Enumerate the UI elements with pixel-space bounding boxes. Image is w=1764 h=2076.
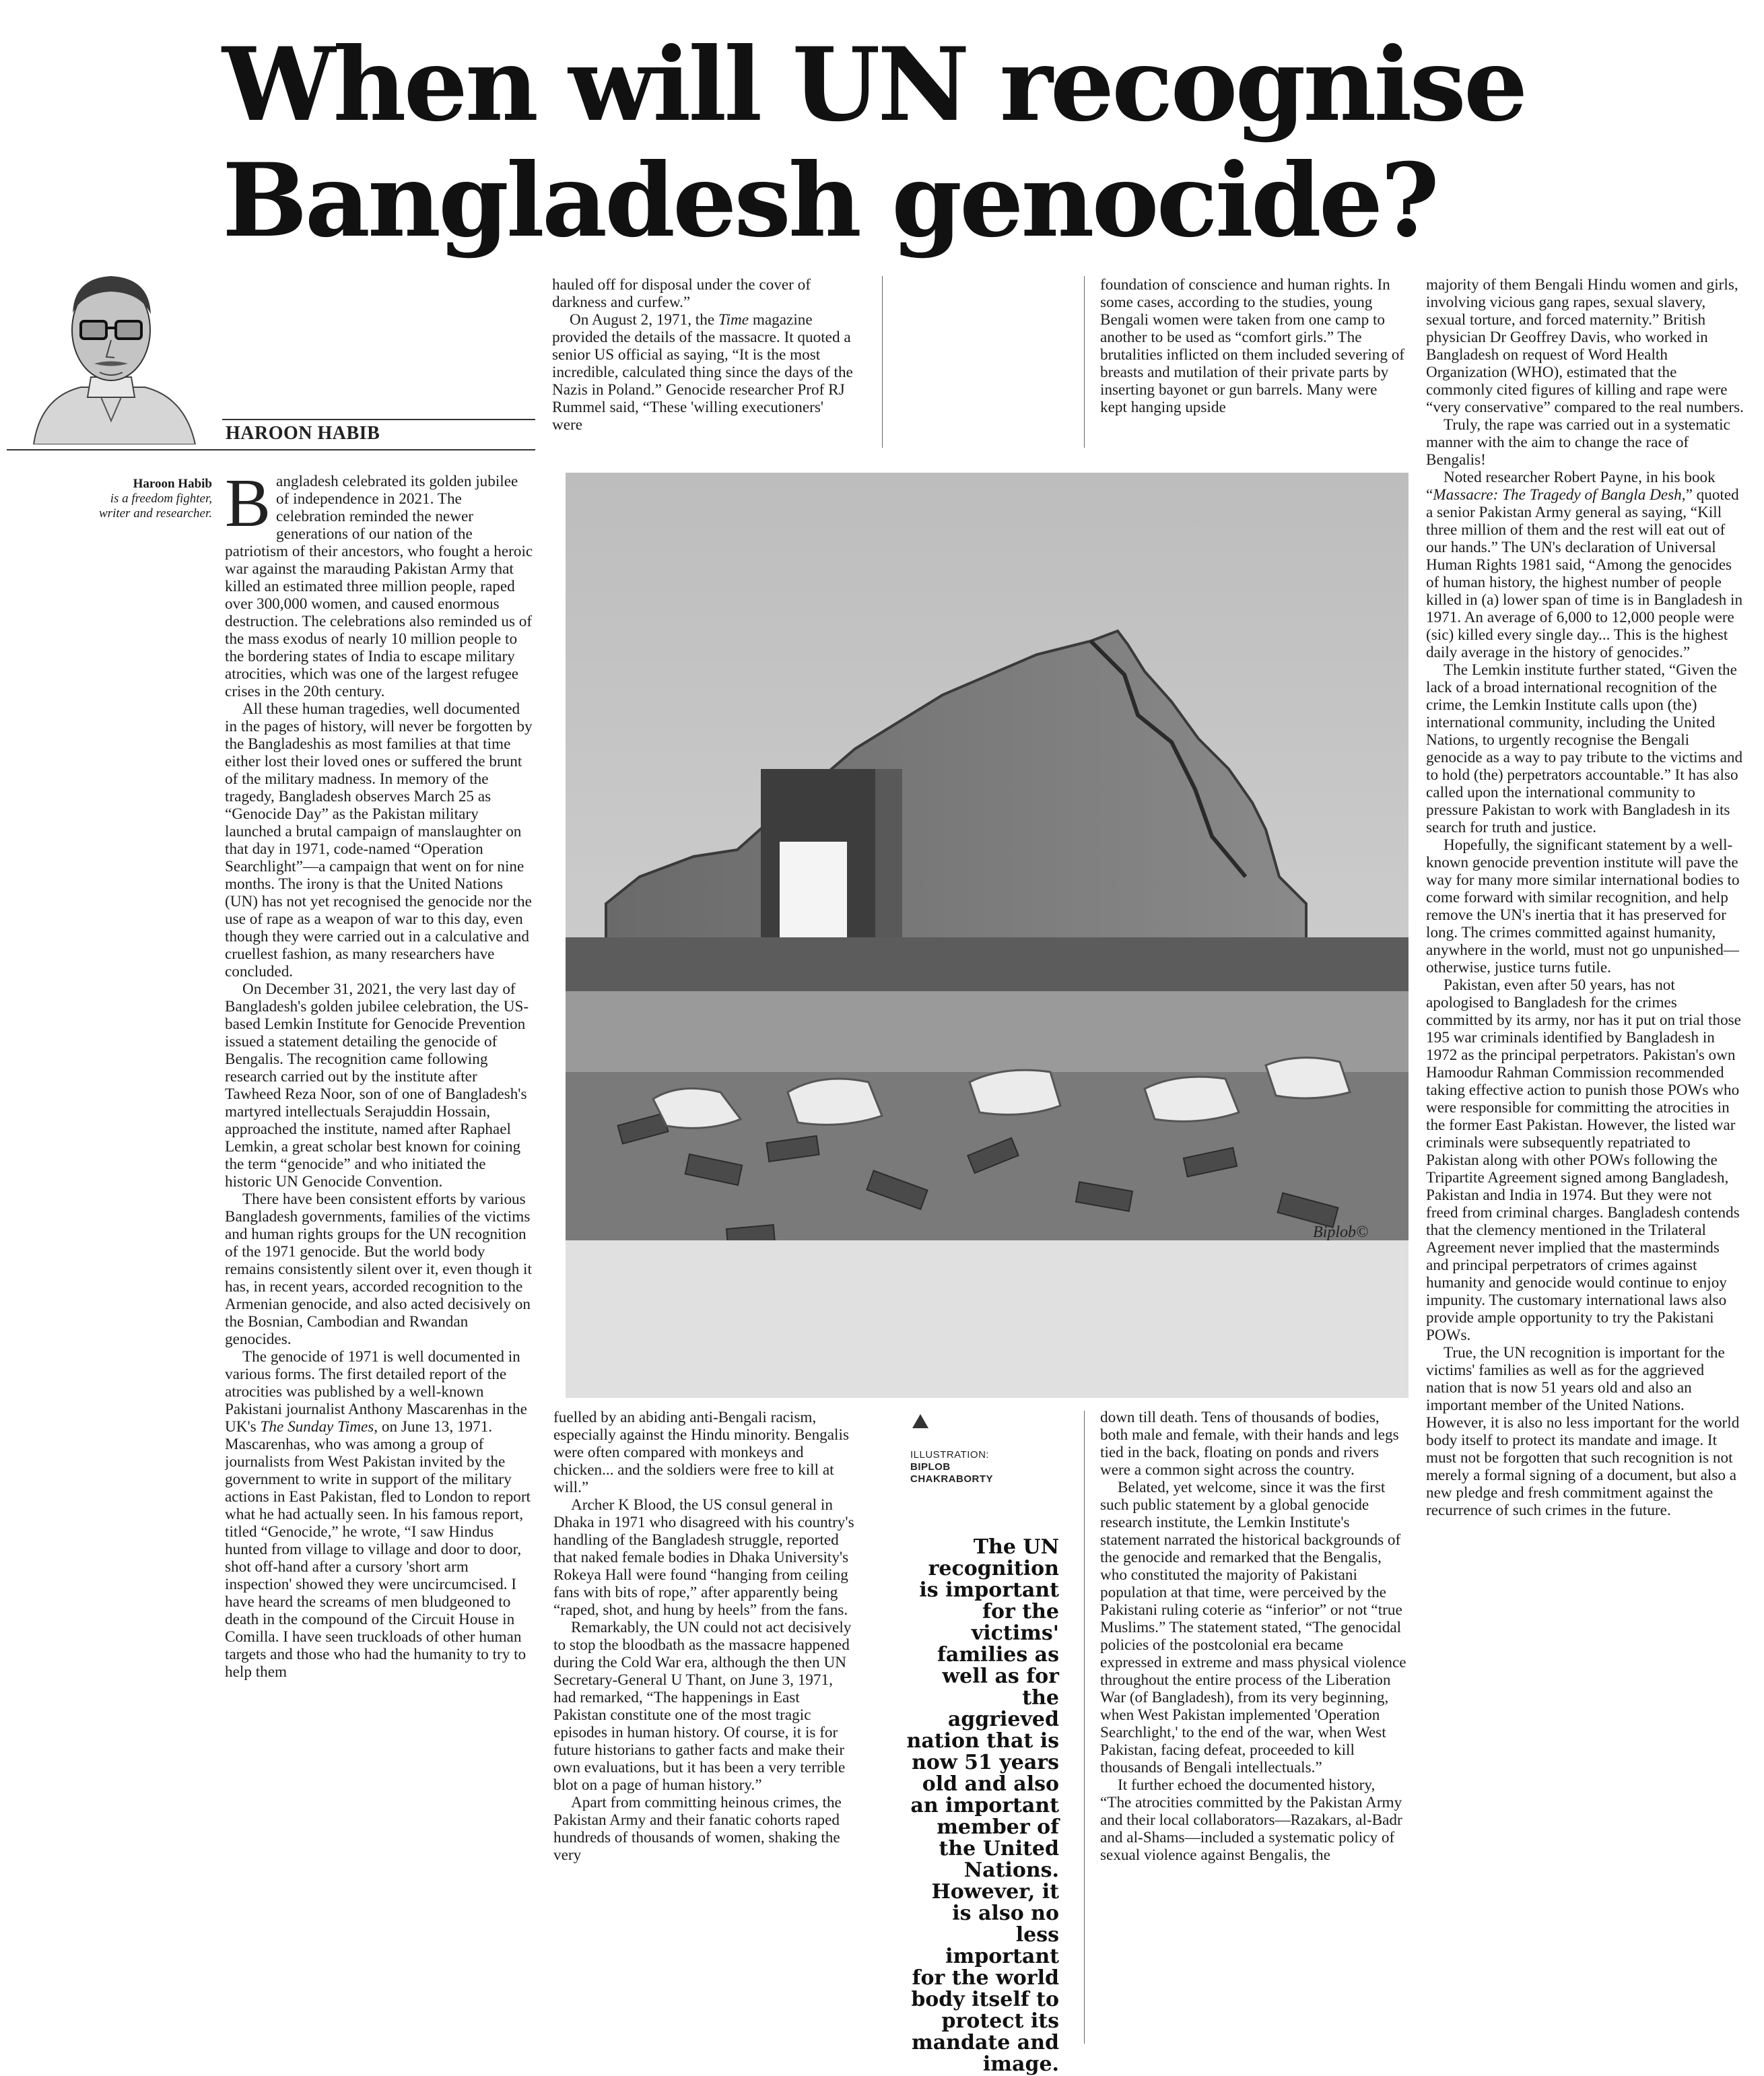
genocide-illustration xyxy=(566,473,1409,1398)
author-bio-line-2: writer and researcher. xyxy=(99,506,212,521)
article-paragraph: fuelled by an abiding anti-Bengali racism, especially against the Hindu minority. Bengalis were often compared with monkeys and chicken... and the soldiers were free to kill at will.” xyxy=(553,1409,849,1496)
article-column-2-top xyxy=(552,276,855,453)
article-paragraph: majority of them Bengali Hindu women and girls, involving vicious gang rapes, sexual slavery, sexual torture, and forced maternity.” British physician Dr Geoffrey Davis, who worked in Bangladesh on request of Word Health Organization (WHO), estimated that the commonly cited figures of killing and rape were “very conservative” compared to the real numbers. xyxy=(1426,276,1744,416)
article-paragraph: Pakistan, even after 50 years, has not apologised to Bangladesh for the crimes committed by its army, nor has it put on trial those 195 war criminals identified by Bangladesh in 1972 as the principal perpetrators. Pakistan's own Hamoodur Rahman Commission recommended taking effective action to punish those POWs who were responsible for committing the atrocities in the former East Pakistan. However, the listed war criminals were subsequently repatriated to Pakistan along with other POWs following the Tripartite Agreement signed among Bangladesh, Pakistan and India in 1974. But they were not freed from criminal charges. Bangladesh contends that the clemency mentioned in the Trilateral Agreement never implied that the masterminds and principal perpetrators of crimes against humanity and genocide would continue to enjoy impunity. The customary international laws also provide ample opportunity to try the Pakistani POWs. xyxy=(1426,976,1741,1344)
article-paragraph xyxy=(552,311,855,434)
article-paragraph: It further echoed the documented history, “The atrocities committed by the Pakistan Army and their local collaborators—Razakars, al-Badr and al-Shams—included a systematic policy of sexual violence against Bengalis, the xyxy=(1100,1776,1402,1864)
triangle-marker-icon xyxy=(912,1414,928,1428)
byline-author: HAROON HABIB xyxy=(226,423,380,444)
article-paragraph: foundation of conscience and human rights. In some cases, according to the studies, young Bengali women were taken from one camp to another to be used as “comfort girls.” The brutalities inflicted on them included severing of breasts and mutilation of their private parts by inserting bayonet or gun barrels. Many were kept hanging upside xyxy=(1100,276,1405,416)
drop-cap: B xyxy=(225,473,271,541)
article-paragraph: Hopefully, the significant statement by a well-known genocide prevention institute will pave the way for many more similar international bodies to come forward with similar recognition, and help remove the UN's inertia that it has preserved for long. The crimes committed against humanity, anywhere in the world, must not go unpunished—otherwise, justice turns futile. xyxy=(1426,836,1740,976)
author-bio xyxy=(50,477,212,521)
paragraph-text: Noted researcher Robert Payne, in his book “ xyxy=(1426,469,1716,504)
article-paragraph: Archer K Blood, the US consul general in Dhaka in 1971 who disagreed with his country's handling of the Bangladesh struggle, reported that naked female bodies in Dhaka University's Rokeya Hall were found “hanging from ceiling fans with bits of rope,” after apparently being “raped, shot, and hung by heels” from the fans. xyxy=(553,1496,854,1619)
article-column-3-bottom xyxy=(1100,1409,1406,2052)
article-paragraph: down till death. Tens of thousands of bodies, both male and female, with their hands and legs tied in the back, floating on ponds and rivers were a common sight across the country. xyxy=(1100,1409,1399,1479)
article-paragraph: There have been consistent efforts by various Bangladesh governments, families of the victims and human rights groups for the UN recognition of the 1971 genocide. But the world body remains consistently silent over it, even though it has, in recent years, accorded recognition to the Armenian genocide, and also acted decisively on the Bosnian, Cambodian and Rwandan genocides. xyxy=(225,1191,532,1348)
paragraph-text: On August 2, 1971, the xyxy=(570,311,718,329)
article-column-3-top xyxy=(1100,276,1406,453)
illustration-credit-artist: CHAKRABORTY xyxy=(910,1473,993,1485)
column-rule xyxy=(1084,1411,1085,2044)
magazine-title: Time xyxy=(718,311,749,329)
illustration-credit-label: ILLUSTRATION: xyxy=(910,1449,990,1461)
author-portrait xyxy=(27,259,199,444)
illustration-credit-artist: BIPLOB xyxy=(910,1461,951,1473)
author-bio-name: Haroon Habib xyxy=(133,477,212,491)
article-paragraph: Remarkably, the UN could not act decisively to stop the bloodbath as the massacre happened during the Cold War era, although the then UN Secretary-General U Thant, on June 3, 1971, had remarked, “The happenings in East Pakistan constitute one of the most tragic episodes in human history. Of course, it is for future historians to gather facts and make their own evaluations, but it has been a very terrible blot on a page of human history.” xyxy=(553,1619,852,1794)
article-paragraph: On December 31, 2021, the very last day of Bangladesh's golden jubilee celebration, the US-based Lemkin Institute for Genocide Prevention issued a statement detailing the genocide of Bengalis. The recognition came following research carried out by the institute after Tawheed Reza Noor, son of one of Bangladesh's martyred intellectuals Serajuddin Hossain, approached the institute, named after Raphael Lemkin, a great scholar best known for coining the term “genocide” and who initiated the historic UN Genocide Convention. xyxy=(225,980,529,1191)
paragraph-text: , on June 13, 1971. Mascarenhas, who was among a group of journalists from West Pakistan invited by the government to write in support of the military actions in East Pakistan, fled to London to report what he had actually seen. In his famous report, titled “Genocide,” he wrote, “I saw Hindus hunted from village to village and door to door, shot off-hand after a cursory 'short arm inspection' showed they were uncircumcised. I have heard the screams of men bludgeoned to death in the compound of the Circuit House in Comilla. I have seen truckloads of other human targets and those who had the humanity to try to help them xyxy=(225,1418,531,1681)
article-column-2-bottom xyxy=(553,1409,855,2052)
article-paragraph xyxy=(1426,469,1746,661)
article-paragraph: hauled off for disposal under the cover of darkness and curfew.” xyxy=(552,276,811,311)
book-title: Massacre: The Tragedy of Bangla Desh xyxy=(1433,486,1682,504)
paragraph-text: angladesh celebrated its golden jubilee of independence in 2021. The celebration reminded the newer generations of our nation of the patriotism of their ancestors, who fought a heroic war against the marauding Pakistan Army that killed an estimated three million people, raped over 300,000 women, and caused enormous destruction. The celebrations also reminded us of the mass exodus of nearly 10 million people to the bordering states of India to escape military atrocities, which was one of the largest refugee crises in the 20th century. xyxy=(225,473,533,700)
byline-rule-bottom xyxy=(7,449,535,450)
newspaper-title: The Sunday Times xyxy=(260,1418,374,1436)
column-rule xyxy=(882,276,883,448)
paragraph-text: ,” quoted a senior Pakistan Army general as saying, “Kill three million of them and the rest will eat out of our hands.” The UN's declaration of Universal Human Rights 1981 said, “Among the genocides of human history, the highest number of people killed in (a) lower span of time is in Bangladesh in 1971. An average of 6,000 to 12,000 people were (sic) killed every single day... This is the highest daily average in the history of genocides.” xyxy=(1426,486,1743,661)
illustration-credit xyxy=(910,1449,993,1485)
article-paragraph: The Lemkin institute further stated, “Given the lack of a broad international recognition of the crime, the Lemkin Institute calls upon (the) international community, including the United Nations, to urgently recognise the Bengali genocide as a way to pay tribute to the victims and to hold (the) perpetrators accountable.” It has also called upon the international community to pressure Pakistan to work with Bangladesh in its search for truth and justice. xyxy=(1426,661,1743,836)
headline-line-1: When will UN recognise xyxy=(222,26,1526,144)
column-rule xyxy=(1084,276,1085,448)
article-paragraph xyxy=(225,1348,535,1681)
pull-quote: The UN recognition is important for the victims' families as well as for the aggrieved nation that is now 51 years old and also an important member of the United Nations. However, it is also no less important for the world body itself to protect its mandate and image. xyxy=(906,1535,1059,2076)
article-column-1 xyxy=(225,473,535,2052)
article-paragraph: Truly, the rape was carried out in a systematic manner with the aim to change the race of Bengalis! xyxy=(1426,416,1730,469)
headline xyxy=(222,27,1569,259)
article-paragraph: Apart from committing heinous crimes, the Pakistan Army and their fanatic cohorts raped hundreds of thousands of women, shaking the very xyxy=(553,1794,842,1864)
article-paragraph: True, the UN recognition is important for the victims' families as well as for the aggrieved nation that is now 51 years old and also an important member of the United Nations. However, it is also no less important for the world body itself to protect its mandate and image. It must not be forgotten that such recognition is not merely a formal signing of a document, but also a new pledge and fresh commitment against the recurrence of such crimes in the future. xyxy=(1426,1344,1740,1519)
paragraph-text: magazine provided the details of the massacre. It quoted a senior US official as saying, “It is the most incredible, calculated thing since the days of the Nazis in Poland.” Genocide researcher Prof RJ Rummel said, “These 'willing executioners' were xyxy=(552,311,853,434)
illustration-signature: Biplob© xyxy=(1313,1224,1369,1241)
paragraph-text: The genocide of 1971 is well documented in various forms. The first detailed report of the atrocities was published by a well-known Pakistani journalist Anthony Mascarenhas in the UK's xyxy=(225,1348,527,1436)
article-column-4 xyxy=(1426,276,1746,2052)
article-paragraph xyxy=(225,473,535,700)
headline-line-2: Bangladesh genocide? xyxy=(222,141,1437,260)
byline-rule-top xyxy=(222,419,535,420)
author-bio-line-1: is a freedom fighter, xyxy=(110,492,212,506)
article-paragraph: All these human tragedies, well documented in the pages of history, will never be forgotten by the Bangladeshis as most families at that time either lost their loved ones or suffered the brunt of the military madness. In memory of the tragedy, Bangladesh observes March 25 as “Genocide Day” as the Pakistan military launched a brutal campaign of manslaughter on that day in 1971, code-named “Operation Searchlight”—a campaign that went on for nine months. The irony is that the United Nations (UN) has not yet recognised the genocide nor the use of rape as a weapon of war to this day, even though they were carried out in a calculative and cruellest fashion, as many researchers have concluded. xyxy=(225,700,533,980)
article-paragraph: Belated, yet welcome, since it was the first such public statement by a global genocide research institute, the Lemkin Institute's statement narrated the historical backgrounds of the genocide and remarked that the Bengalis, who constituted the majority of Pakistani population at that time, were perceived by the Pakistani ruling coterie as “inferior” or not “true Muslims.” The statement stated, “The genocidal policies of the postcolonial era became expressed in extreme and mass physical violence throughout the entire process of the Liberation War (of Bangladesh), from its very beginning, when West Pakistan implemented 'Operation Searchlight,' to the end of the war, when West Pakistan, facing defeat, proceeded to kill thousands of Bengali intellectuals.” xyxy=(1100,1479,1406,1776)
